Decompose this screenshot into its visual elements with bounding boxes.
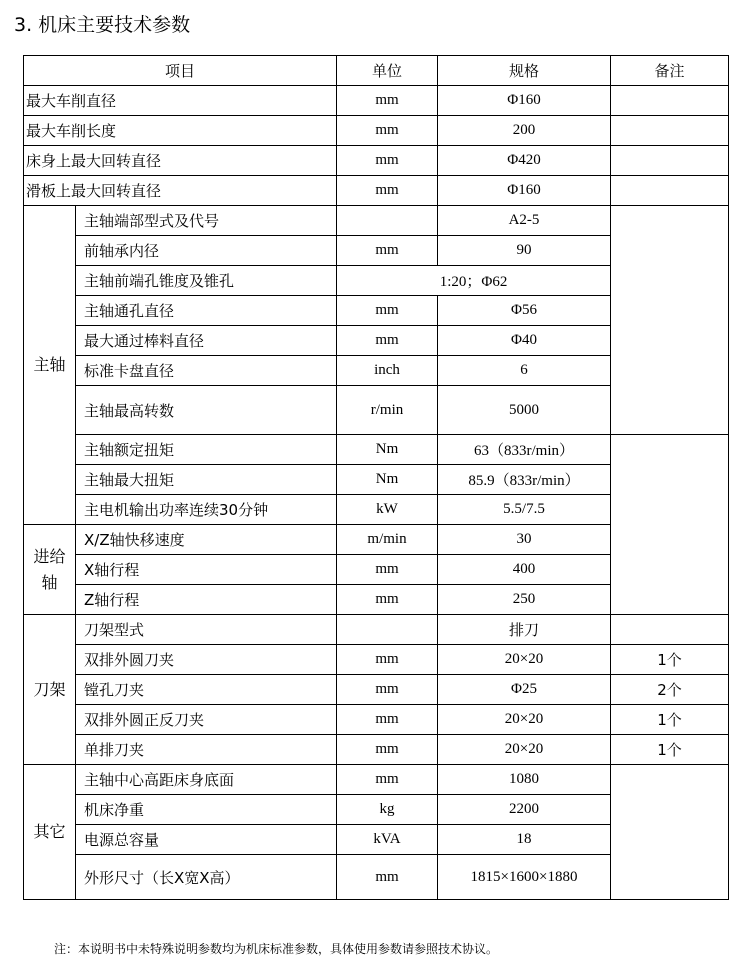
table-row [24,705,729,735]
item-cell: 主轴最大扭矩 [76,465,337,495]
header-unit: 单位 [337,56,438,86]
header-note: 备注 [611,56,729,86]
unit-cell: kVA [337,825,438,855]
table-row [24,765,729,795]
item-cell: 机床净重 [76,795,337,825]
footnote: 注：本说明书中未特殊说明参数均为机床标准参数，具体使用参数请参照技术协议。 [54,942,499,956]
note-cell [611,206,729,435]
spec-cell: 1080 [438,765,611,795]
unit-cell: r/min [337,386,438,435]
item-cell: 主轴额定扭矩 [76,435,337,465]
unit-cell: mm [337,855,438,900]
item-cell: 双排外圆正反刀夹 [76,705,337,735]
unit-cell: mm [337,555,438,585]
item-cell: 标准卡盘直径 [76,356,337,386]
table-row [24,615,729,645]
unit-cell: Nm [337,435,438,465]
note-cell: 1个 [611,705,729,735]
note-cell [611,615,729,645]
group-label-feed [24,525,76,615]
item-cell: 主轴前端孔锥度及锥孔 [76,266,337,296]
table-row [24,116,729,146]
unit-cell: Nm [337,465,438,495]
unit-cell [337,615,438,645]
item-cell: 床身上最大回转直径 [24,146,337,176]
table-row [24,206,729,236]
group-label-turret: 刀架 [24,615,76,765]
unit-cell: kW [337,495,438,525]
item-cell: X/Z轴快移速度 [76,525,337,555]
table-row [24,675,729,705]
unit-cell: mm [337,585,438,615]
spec-cell: 5000 [438,386,611,435]
item-cell: 双排外圆刀夹 [76,645,337,675]
item-cell: 主轴端部型式及代号 [76,206,337,236]
unit-cell: mm [337,705,438,735]
spec-cell: 1815×1600×1880 [438,855,611,900]
spec-cell: Φ25 [438,675,611,705]
header-item: 项目 [24,56,337,86]
note-cell [611,435,729,525]
item-cell: 滑板上最大回转直径 [24,176,337,206]
group-label-feed-line2: 轴 [41,572,58,592]
unit-cell: mm [337,86,438,116]
unit-cell: mm [337,675,438,705]
table-row [24,735,729,765]
spec-cell: 30 [438,525,611,555]
item-cell: 镗孔刀夹 [76,675,337,705]
table-row [24,525,729,555]
unit-cell [337,206,438,236]
spec-cell: 2200 [438,795,611,825]
spec-table [23,55,729,900]
header-spec: 规格 [438,56,611,86]
item-cell: 主轴最高转数 [76,386,337,435]
unit-cell: mm [337,735,438,765]
table-header-row [24,56,729,86]
spec-cell: A2-5 [438,206,611,236]
spec-cell: 90 [438,236,611,266]
unit-cell: mm [337,645,438,675]
spec-cell: 5.5/7.5 [438,495,611,525]
spec-cell: Φ160 [438,86,611,116]
unit-cell: mm [337,296,438,326]
spec-cell: 1:20；Φ62 [337,266,611,296]
unit-cell: mm [337,326,438,356]
group-label-other: 其它 [24,765,76,900]
unit-cell: mm [337,116,438,146]
spec-cell: 250 [438,585,611,615]
note-cell: 1个 [611,735,729,765]
table-row [24,146,729,176]
note-cell: 1个 [611,645,729,675]
unit-cell: mm [337,236,438,266]
item-cell: 电源总容量 [76,825,337,855]
spec-cell: 20×20 [438,705,611,735]
note-cell [611,525,729,615]
table-row [24,176,729,206]
item-cell: 主轴中心高距床身底面 [76,765,337,795]
item-cell: 主轴通孔直径 [76,296,337,326]
spec-cell: 20×20 [438,735,611,765]
note-cell [611,86,729,116]
item-cell: X轴行程 [76,555,337,585]
item-cell: 前轴承内径 [76,236,337,266]
group-label-feed-line1: 进给 [33,546,66,566]
unit-cell: kg [337,795,438,825]
spec-cell: 85.9（833r/min） [438,465,611,495]
note-cell [611,765,729,900]
unit-cell: mm [337,176,438,206]
item-cell: 最大车削长度 [24,116,337,146]
note-cell [611,146,729,176]
unit-cell: mm [337,146,438,176]
note-cell [611,176,729,206]
spec-cell: 6 [438,356,611,386]
table-row [24,86,729,116]
item-cell: 最大车削直径 [24,86,337,116]
table-row [24,645,729,675]
spec-cell: Φ160 [438,176,611,206]
section-heading: 3. 机床主要技术参数 [14,14,191,36]
item-cell: 刀架型式 [76,615,337,645]
unit-cell: inch [337,356,438,386]
item-cell: Z轴行程 [76,585,337,615]
unit-cell: m/min [337,525,438,555]
note-cell: 2个 [611,675,729,705]
spec-cell: 400 [438,555,611,585]
spec-cell: 200 [438,116,611,146]
unit-cell: mm [337,765,438,795]
spec-cell: Φ420 [438,146,611,176]
item-cell: 主电机输出功率连续30分钟 [76,495,337,525]
spec-cell: 18 [438,825,611,855]
spec-cell: Φ40 [438,326,611,356]
spec-cell: 63（833r/min） [438,435,611,465]
table-row [24,435,729,465]
group-label-spindle: 主轴 [24,206,76,525]
item-cell: 单排刀夹 [76,735,337,765]
note-cell [611,116,729,146]
spec-cell: Φ56 [438,296,611,326]
spec-cell: 20×20 [438,645,611,675]
spec-cell: 排刀 [438,615,611,645]
item-cell: 外形尺寸（长X宽X高） [76,855,337,900]
item-cell: 最大通过棒料直径 [76,326,337,356]
